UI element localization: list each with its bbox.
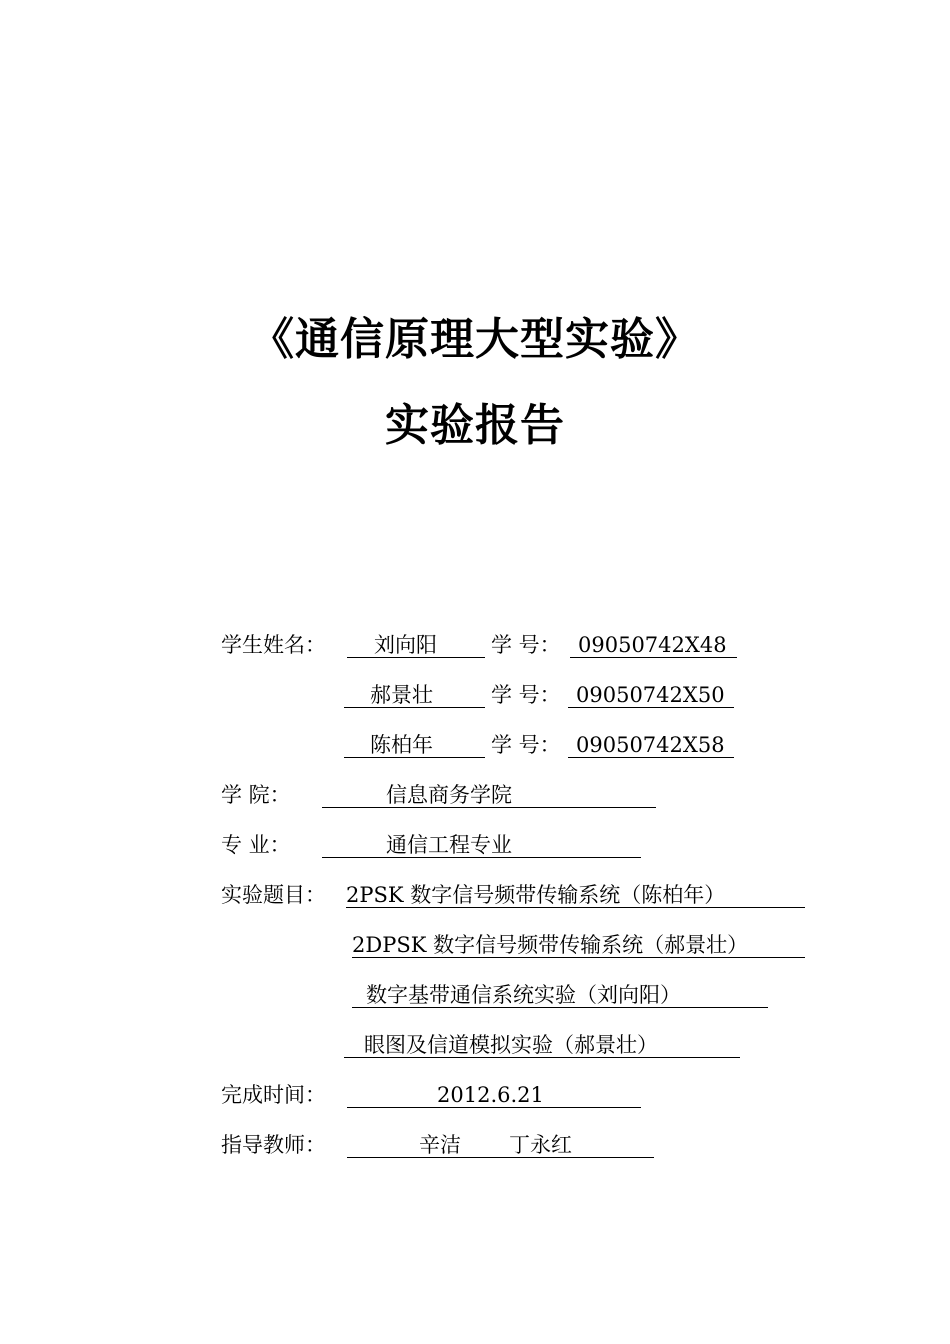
college-label: 学 院： (221, 783, 291, 807)
student-id-field-1 (570, 630, 737, 658)
major-label: 专 业： (221, 833, 291, 857)
student-name-value-3: 陈柏年 (370, 733, 433, 757)
student-name-field-3 (344, 730, 485, 758)
college-row (221, 780, 781, 810)
topic-value-4: 眼图及信道模拟实验（郝景壮） (364, 1033, 658, 1057)
advisor-label: 指导教师： (221, 1133, 326, 1157)
student-id-label-1: 学 号： (491, 633, 561, 657)
student-row-3 (221, 730, 781, 760)
student-id-value-1: 09050742X48 (578, 633, 727, 657)
topic-field-2 (352, 930, 805, 958)
student-row-1 (221, 630, 781, 660)
student-id-field-3 (568, 730, 734, 758)
advisor-field (347, 1130, 654, 1158)
student-name-field-2 (344, 680, 485, 708)
advisor-name-2: 丁永红 (509, 1133, 572, 1157)
topic-row-2 (221, 930, 821, 960)
report-title-course: 《通信原理大型实验》 (250, 314, 700, 365)
topic-value-3: 数字基带通信系统实验（刘向阳） (366, 983, 681, 1007)
topic-field-4 (344, 1030, 740, 1058)
report-title-type: 实验报告 (385, 400, 565, 451)
college-field (322, 780, 656, 808)
student-id-label-2: 学 号： (491, 683, 561, 707)
topic-label: 实验题目： (221, 883, 326, 907)
student-id-field-2 (568, 680, 734, 708)
topic-row-3 (221, 980, 821, 1010)
advisor-row (221, 1130, 781, 1160)
student-id-label-3: 学 号： (491, 733, 561, 757)
student-name-field-1 (347, 630, 485, 658)
student-name-value-2: 郝景壮 (370, 683, 433, 707)
topic-field-1 (346, 880, 805, 908)
college-value: 信息商务学院 (386, 783, 512, 807)
topic-row-4 (221, 1030, 821, 1060)
date-field (347, 1080, 641, 1108)
major-value: 通信工程专业 (386, 833, 512, 857)
major-field (322, 830, 641, 858)
student-name-value-1: 刘向阳 (374, 633, 437, 657)
topic-row-1 (221, 880, 821, 910)
major-row (221, 830, 781, 860)
student-id-value-2: 09050742X50 (576, 683, 725, 707)
date-row (221, 1080, 781, 1110)
topic-value-2: 2DPSK 数字信号频带传输系统（郝景壮） (352, 933, 749, 957)
topic-value-1: 2PSK 数字信号频带传输系统（陈柏年） (346, 883, 726, 907)
date-value: 2012.6.21 (437, 1083, 544, 1107)
student-id-value-3: 09050742X58 (576, 733, 725, 757)
student-name-label: 学生姓名： (221, 633, 326, 657)
advisor-name-1: 辛洁 (419, 1133, 461, 1157)
topic-field-3 (352, 980, 768, 1008)
date-label: 完成时间： (221, 1083, 326, 1107)
student-row-2 (221, 680, 781, 710)
